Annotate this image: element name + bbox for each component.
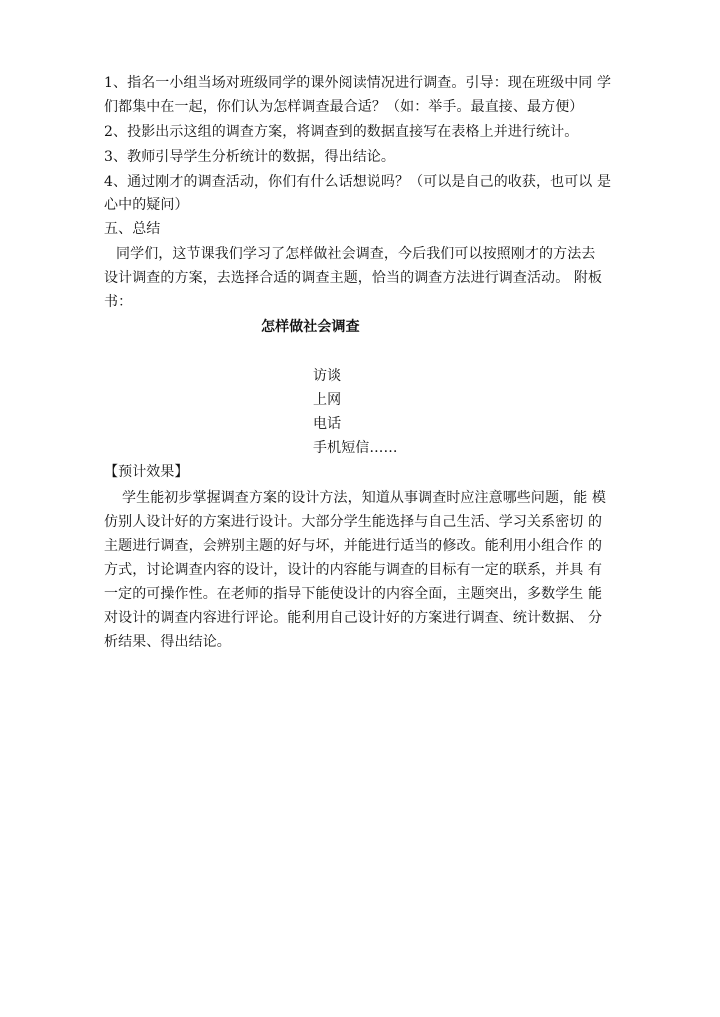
effect-line-1: 学生能初步掌握调查方案的设计方法，知道从事调查时应注意哪些问题，能 模 [122,490,606,506]
board-method-interview: 访谈 [313,368,342,384]
summary-line-1: 同学们，这节课我们学习了怎样做社会调查，今后我们可以按照刚才的方法去 [116,246,596,262]
step-2: 2、投影出示这组的调查方案，将调查到的数据直接写在表格上并进行统计。 [104,124,579,140]
board-title: 怎样做社会调查 [261,319,360,335]
step-3: 3、教师引导学生分析统计的数据，得出结论。 [104,149,396,165]
effect-line-7: 析结果、得出结论。 [104,634,231,650]
board-method-phone: 电话 [313,416,342,432]
step-4-line-2: 心中的疑问） [104,197,189,213]
summary-line-3: 书： [104,294,133,310]
board-method-sms: 手机短信…… [313,440,398,456]
board-method-internet: 上网 [313,392,342,408]
step-1-line-2: 们都集中在一起，你们认为怎样调查最合适？（如：举手。最直接、最方便） [104,99,584,115]
effect-line-2: 仿别人设计好的方案进行设计。大部分学生能选择与自己生活、学习关系密切 的 [104,514,603,530]
step-4-line-1: 4、通过刚才的调查活动，你们有什么话想说吗？（可以是自己的收获，也可以 是 [104,174,612,190]
effect-line-3: 主题进行调查，会辨别主题的好与坏，并能进行适当的修改。能利用小组合作 的 [104,538,603,554]
effect-line-5: 一定的可操作性。在老师的指导下能使设计的内容全面，主题突出，多数学生 能 [104,586,603,602]
summary-heading: 五、总结 [104,221,161,237]
effect-heading: 【预计效果】 [104,464,189,480]
summary-line-2: 设计调查的方案，去选择合适的调查主题，恰当的调查方法进行调查活动。 附板 [104,270,603,286]
step-1-line-1: 1、指名一小组当场对班级同学的课外阅读情况进行调查。引导：现在班级中同 学 [104,75,612,91]
effect-line-6: 对设计的调查内容进行评论。能利用自己设计好的方案进行调查、统计数据、 分 [104,610,603,626]
effect-line-4: 方式，讨论调查内容的设计，设计的内容能与调查的目标有一定的联系，并具 有 [104,562,603,578]
